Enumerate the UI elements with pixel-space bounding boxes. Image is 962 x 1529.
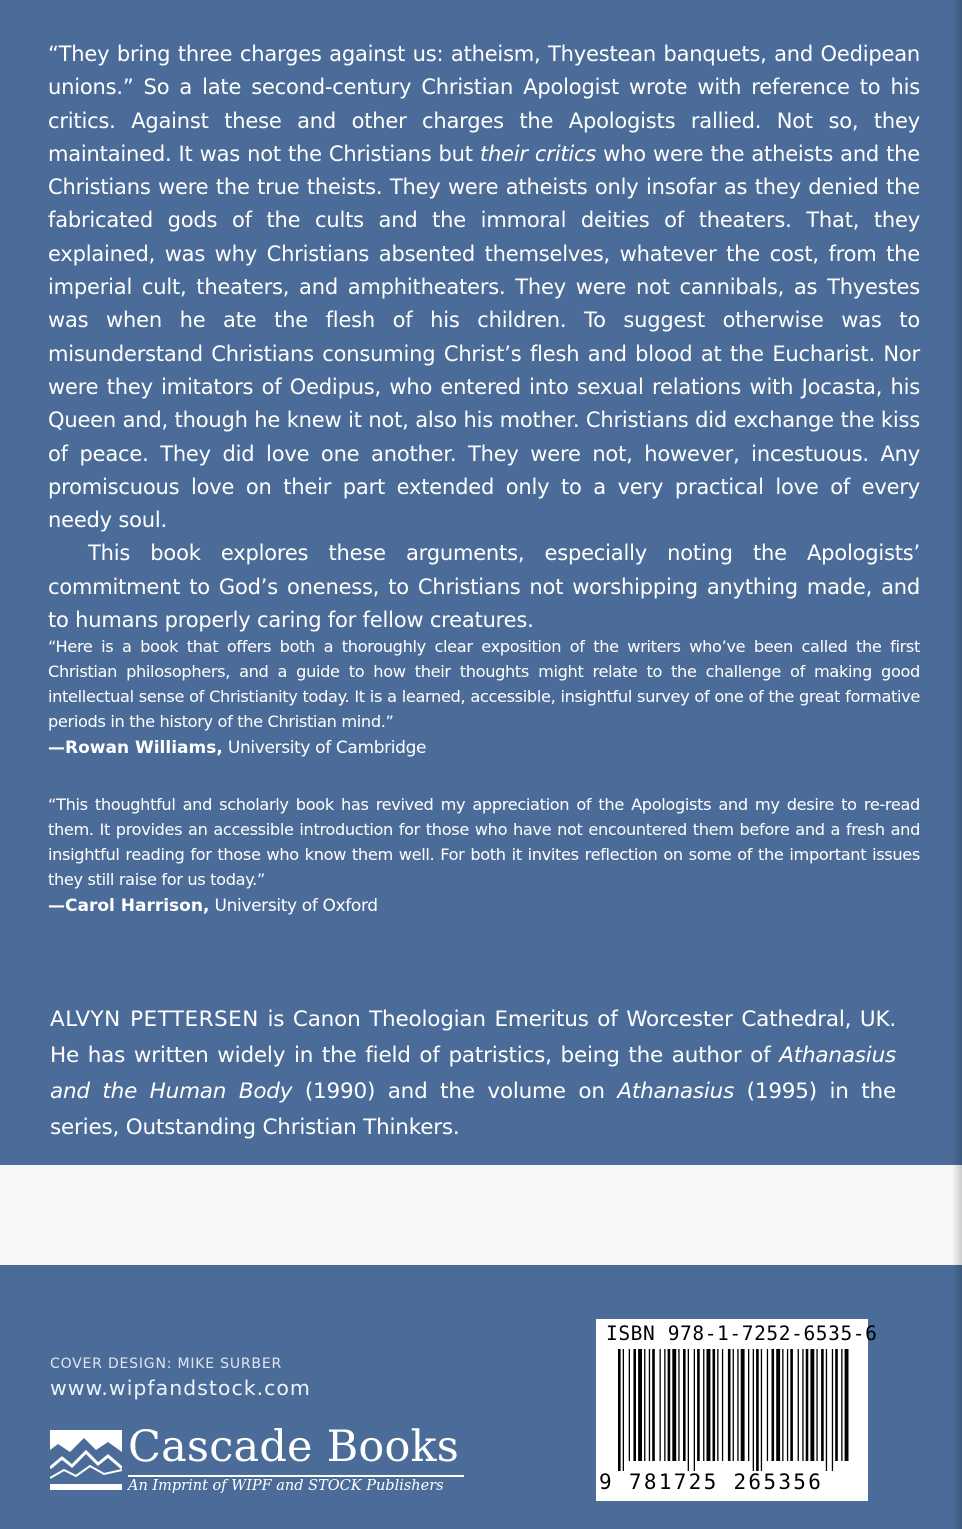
barcode	[602, 1349, 862, 1471]
description-paragraph-1: “They bring three charges against us: atheism, Thyestean banquets, and Oedipean unions.” So a late second-century Christian Apologist wrote with reference to his critics. Against these and other charges the Apologists rallied. Not so, they maintained. It was not the Christians but their critics who were the atheists and the Christians were the true theists. They were atheists only insofar as they denied the fabricated gods of the cults and the immoral deities of theaters. That, they explained, was why Christians absented themselves, whatever the cost, from the imperial cult, theaters, and amphitheaters. They were not cannibals, as Thyestes was when he ate the flesh of his children. To suggest otherwise was to misunderstand Christians consuming Christ’s flesh and blood at the Eucharist. Nor were they imitators of Oedipus, who entered into sexual relations with Jocasta, his Queen and, though he knew it not, also his mother. Christians did exchange the kiss of peace. They did love one another. They were not, however, incestuous. Any promiscuous love on their part extended only to a very practical love of every needy soul.	[48, 42, 920, 533]
endorsement-quote: “Here is a book that offers both a thoroughly clear exposition of the writers who’ve been called the first Christian philosophers, and a guide to how their thoughts might relate to the challenge of making good intellectual sense of Christianity today. It is a learned, accessible, insightful survey of one of the great formative periods in the history of the Christian mind.”	[48, 637, 920, 731]
endorsement-attribution: —Rowan Williams, University of Cambridge	[48, 738, 427, 758]
isbn-label: ISBN 978-1-7252-6535-6	[606, 1322, 878, 1345]
author-bio: ALVYN PETTERSEN is Canon Theologian Emeritus of Worcester Cathedral, UK. He has written widely in the field of patristics, being the author of Athanasius and the Human Body (1990) and the volume on Athanasius (1995) in the series, Outstanding Christian Thinkers.	[50, 1007, 896, 1140]
publisher-logo	[50, 1422, 470, 1508]
endorsement-harrison	[48, 792, 920, 919]
endorsement-attribution: —Carol Harrison, University of Oxford	[48, 896, 378, 916]
cover-credits	[50, 1356, 311, 1400]
ean-digits: 9 781725 265356	[599, 1470, 824, 1494]
edge-shadow	[952, 0, 962, 1529]
author-name: ALVYN PETTERSEN	[50, 1007, 259, 1032]
publisher-name: Cascade Books	[128, 1422, 460, 1472]
mountain-logo-icon	[50, 1430, 122, 1490]
endorsement-williams	[48, 634, 920, 761]
logo-divider	[128, 1475, 464, 1477]
publisher-tagline: An Imprint of WIPF and STOCK Publishers	[128, 1478, 444, 1494]
publisher-website[interactable]: www.wipfandstock.com	[50, 1376, 311, 1400]
description-paragraph-2: This book explores these arguments, especially noting the Apologists’ commitment to God’s oneness, to Christians not worshipping anything made, and to humans properly caring for fellow creatures.	[48, 541, 920, 633]
cover-design-credit: COVER DESIGN: MIKE SURBER	[50, 1356, 283, 1372]
endorsement-quote: “This thoughtful and scholarly book has revived my appreciation of the Apologists and my desire to re-read them. It provides an accessible introduction for those who have not encountered them before and a fresh and insightful reading for those who know them well. For both it invites reflection on some of the important issues they still raise for us today.”	[48, 795, 920, 889]
white-stripe	[0, 1165, 962, 1265]
book-description	[48, 38, 920, 637]
isbn-barcode-box	[596, 1319, 878, 1501]
